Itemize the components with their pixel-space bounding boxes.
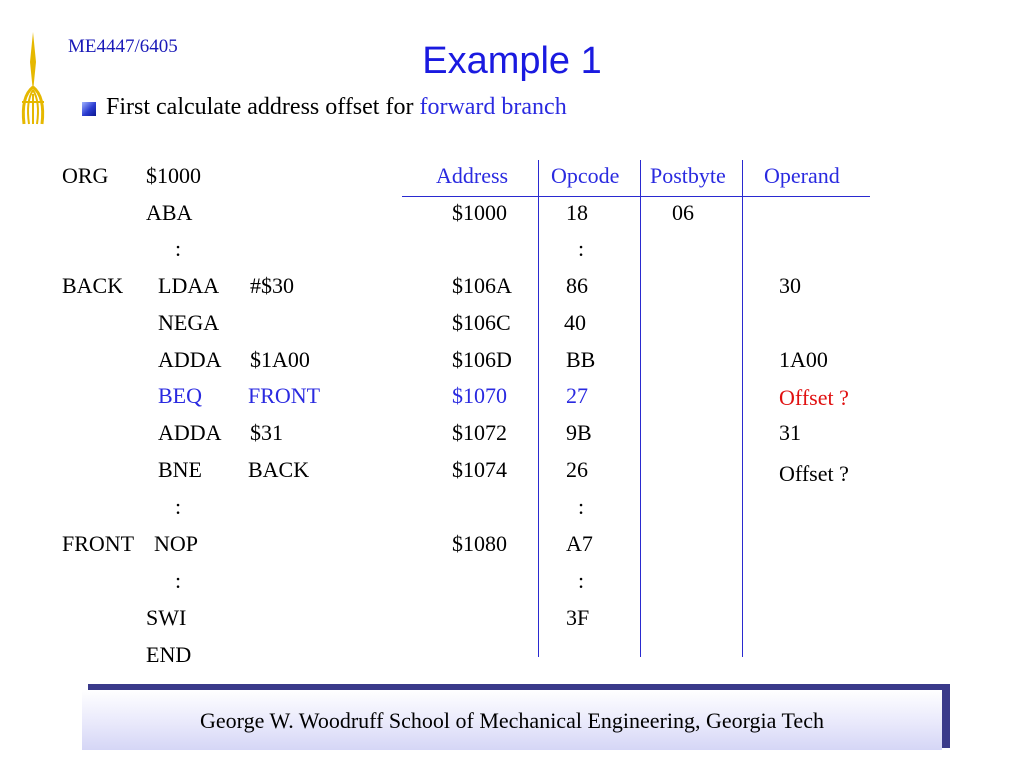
code-mnemonic: SWI bbox=[146, 605, 187, 630]
code-operand: $31 bbox=[250, 420, 283, 445]
bullet-highlight: forward branch bbox=[419, 94, 567, 120]
code-opcode: : bbox=[578, 236, 585, 261]
code-address: $106D bbox=[452, 347, 512, 372]
code-mnemonic: ABA bbox=[146, 200, 193, 225]
code-mnemonic: NOP bbox=[154, 531, 199, 556]
code-opcode: 86 bbox=[566, 273, 588, 298]
code-address: $106A bbox=[452, 273, 512, 298]
code-address: $1070 bbox=[452, 383, 507, 408]
code-label: ORG bbox=[62, 163, 109, 188]
code-address: $106C bbox=[452, 310, 511, 335]
code-mnemonic: ADDA bbox=[158, 420, 222, 445]
code-opcode: 27 bbox=[566, 383, 588, 408]
code-ellipsis: : bbox=[175, 494, 182, 519]
column-divider-2 bbox=[640, 160, 641, 657]
code-value: 1A00 bbox=[779, 347, 828, 372]
code-address: $1080 bbox=[452, 531, 507, 556]
footer-text: George W. Woodruff School of Mechanical Engineering, Georgia Tech bbox=[200, 708, 824, 733]
code-opcode: : bbox=[578, 568, 585, 593]
code-label: BACK bbox=[62, 273, 124, 298]
code-mnemonic: NEGA bbox=[158, 310, 220, 335]
code-ellipsis: : bbox=[175, 236, 182, 261]
column-divider-1 bbox=[538, 160, 539, 657]
code-ellipsis: : bbox=[175, 568, 182, 593]
header-opcode: Opcode bbox=[551, 163, 620, 188]
code-opcode: BB bbox=[566, 347, 596, 372]
code-mnemonic: BNE bbox=[158, 457, 202, 482]
column-divider-3 bbox=[742, 160, 743, 657]
code-operand: $1A00 bbox=[250, 347, 310, 372]
code-label: FRONT bbox=[62, 531, 135, 556]
code-opcode: A7 bbox=[566, 531, 593, 556]
code-mnemonic: ADDA bbox=[158, 347, 222, 372]
code-operand: #$30 bbox=[250, 273, 294, 298]
code-value: 30 bbox=[779, 273, 801, 298]
code-operand: FRONT bbox=[248, 383, 321, 408]
code-postbyte: 06 bbox=[672, 200, 694, 225]
code-address: $1074 bbox=[452, 457, 507, 482]
slide-title: Example 1 bbox=[422, 40, 602, 82]
header-postbyte: Postbyte bbox=[650, 163, 726, 188]
code-opcode: 3F bbox=[566, 605, 590, 630]
code-mnemonic: LDAA bbox=[158, 273, 220, 298]
code-opcode: : bbox=[578, 494, 585, 519]
code-mnemonic: END bbox=[146, 642, 192, 667]
code-mnemonic: BEQ bbox=[158, 383, 202, 408]
table-header-divider bbox=[402, 196, 870, 197]
code-opcode: 9B bbox=[566, 420, 592, 445]
header-address: Address bbox=[436, 163, 509, 188]
header-operand: Operand bbox=[764, 163, 840, 188]
code-operand: $1000 bbox=[146, 163, 201, 188]
code-address: $1000 bbox=[452, 200, 507, 225]
bullet-prefix: First calculate address offset for bbox=[106, 94, 420, 120]
code-value: Offset ? bbox=[779, 461, 849, 486]
code-operand: BACK bbox=[248, 457, 310, 482]
code-opcode: 40 bbox=[564, 310, 586, 335]
code-value: 31 bbox=[779, 420, 801, 445]
bullet-square-icon bbox=[82, 102, 96, 116]
code-opcode: 18 bbox=[566, 200, 588, 225]
code-opcode: 26 bbox=[566, 457, 588, 482]
code-value: Offset ? bbox=[779, 385, 849, 410]
course-code: ME4447/6405 bbox=[68, 36, 178, 57]
code-address: $1072 bbox=[452, 420, 507, 445]
bullet-text bbox=[106, 94, 567, 121]
